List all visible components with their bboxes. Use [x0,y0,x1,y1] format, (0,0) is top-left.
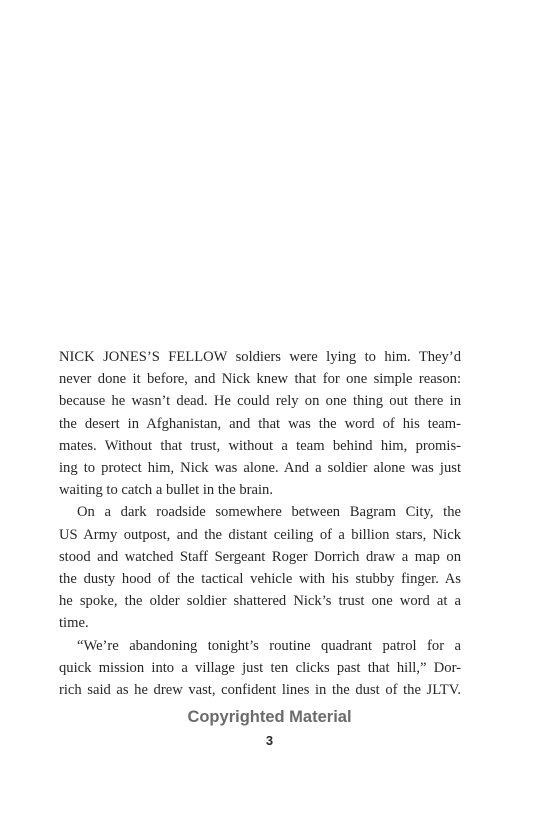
text-line: never done it before, and Nick knew that for one simple reason: [59,371,461,388]
text-line: stood and watched Staff Sergeant Roger Dorrich draw a map on [59,548,461,565]
paragraph-1 [59,346,461,501]
text-line: the dusty hood of the tactical vehicle with his stubby finger. As [59,571,461,588]
text-line: “We’re abandoning tonight’s routine quadrant patrol for a [77,637,461,654]
body-text [59,346,461,701]
text-line: mates. Without that trust, without a team behind him, promis- [59,437,461,454]
text-line: time. [59,615,89,632]
text-line: quick mission into a village just ten clicks past that hill,” Dor- [59,659,461,676]
paragraph-3 [59,635,461,702]
paragraph-2 [59,501,461,634]
text-line: the desert in Afghanistan, and that was the word of his team- [59,415,461,432]
text-line: NICK JONES’S FELLOW soldiers were lying to him. They’d [59,349,461,365]
text-line: US Army outpost, and the distant ceiling of a billion stars, Nick [59,526,461,543]
text-line: rich said as he drew vast, confident lines in the dust of the JLTV. [59,682,461,699]
text-line: he spoke, the older soldier shattered Nick’s trust one word at a [59,593,461,610]
page-number: 3 [265,733,274,748]
text-line: On a dark roadside somewhere between Bagram City, the [77,504,461,521]
text-line: waiting to catch a bullet in the brain. [59,482,273,499]
copyright-notice: Copyrighted Material [187,708,352,726]
text-line: because he wasn’t dead. He could rely on one thing out there in [59,393,461,410]
text-line: ing to protect him, Nick was alone. And a soldier alone was just [59,460,461,477]
